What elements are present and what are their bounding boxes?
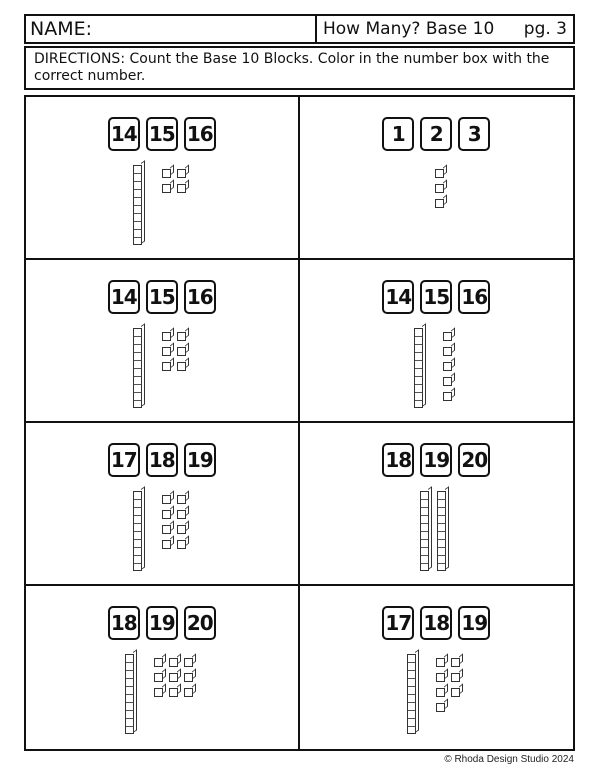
ten-rod (133, 165, 142, 245)
one-cube (177, 169, 186, 178)
one-cube (443, 362, 452, 371)
problem-3 (26, 260, 300, 423)
ten-rod (407, 654, 416, 734)
name-field[interactable] (26, 16, 317, 42)
number-box[interactable]: 15 (420, 280, 452, 314)
one-cube (162, 540, 171, 549)
one-cube (162, 169, 171, 178)
choices-4 (300, 280, 574, 314)
one-cube (154, 658, 163, 667)
one-cube (177, 347, 186, 356)
number-box[interactable]: 15 (146, 280, 178, 314)
one-cube (435, 184, 444, 193)
one-cube (436, 658, 445, 667)
choices-6 (300, 443, 574, 477)
one-cube (162, 332, 171, 341)
number-box[interactable]: 18 (420, 606, 452, 640)
one-cube (162, 347, 171, 356)
one-cube (177, 525, 186, 534)
number-box[interactable]: 17 (108, 443, 140, 477)
one-cube (184, 688, 193, 697)
problem-grid (24, 95, 575, 751)
one-cube (177, 332, 186, 341)
number-box[interactable]: 17 (382, 606, 414, 640)
page-number: pg. 3 (523, 19, 567, 39)
number-box[interactable]: 14 (108, 117, 140, 151)
one-cube (154, 688, 163, 697)
one-cube (443, 377, 452, 386)
one-cube (451, 673, 460, 682)
ten-rod (437, 491, 446, 571)
one-cube (184, 673, 193, 682)
one-cube (435, 199, 444, 208)
ten-rod (420, 491, 429, 571)
number-box[interactable]: 2 (420, 117, 452, 151)
one-cube (443, 347, 452, 356)
directions-box (24, 46, 575, 90)
title-cell (317, 16, 573, 42)
number-box[interactable]: 15 (146, 117, 178, 151)
ten-rod (414, 328, 423, 408)
one-cube (436, 703, 445, 712)
copyright-footer: © Rhoda Design Studio 2024 (444, 754, 574, 765)
one-cube (184, 658, 193, 667)
number-box[interactable]: 19 (146, 606, 178, 640)
number-box[interactable]: 19 (458, 606, 490, 640)
number-box[interactable]: 19 (420, 443, 452, 477)
one-cube (169, 673, 178, 682)
number-box[interactable]: 20 (184, 606, 216, 640)
one-cube (177, 184, 186, 193)
one-cube (443, 332, 452, 341)
choices-1 (26, 117, 298, 151)
problem-7 (26, 586, 300, 749)
worksheet-header (24, 14, 575, 44)
number-box[interactable]: 14 (382, 280, 414, 314)
number-box[interactable]: 18 (146, 443, 178, 477)
number-box[interactable]: 14 (108, 280, 140, 314)
choices-3 (26, 280, 298, 314)
ten-rod (125, 654, 134, 734)
problem-4 (300, 260, 574, 423)
problem-5 (26, 423, 300, 586)
ten-rod (133, 328, 142, 408)
directions-text: DIRECTIONS: Count the Base 10 Blocks. Color in the number box with the correct number. (34, 51, 550, 84)
name-label: NAME: (30, 18, 93, 40)
one-cube (177, 495, 186, 504)
one-cube (443, 392, 452, 401)
one-cube (169, 688, 178, 697)
number-box[interactable]: 16 (184, 280, 216, 314)
problem-2 (300, 97, 574, 260)
problem-8 (300, 586, 574, 749)
problem-6 (300, 423, 574, 586)
choices-2 (300, 117, 574, 151)
choices-8 (300, 606, 574, 640)
number-box[interactable]: 18 (382, 443, 414, 477)
one-cube (162, 362, 171, 371)
one-cube (169, 658, 178, 667)
one-cube (177, 510, 186, 519)
number-box[interactable]: 16 (458, 280, 490, 314)
one-cube (436, 688, 445, 697)
problem-1 (26, 97, 300, 260)
worksheet-title: How Many? Base 10 (323, 19, 495, 39)
one-cube (451, 658, 460, 667)
one-cube (162, 525, 171, 534)
number-box[interactable]: 16 (184, 117, 216, 151)
one-cube (177, 540, 186, 549)
one-cube (436, 673, 445, 682)
one-cube (451, 688, 460, 697)
number-box[interactable]: 1 (382, 117, 414, 151)
ten-rod (133, 491, 142, 571)
choices-7 (26, 606, 298, 640)
one-cube (162, 510, 171, 519)
one-cube (177, 362, 186, 371)
one-cube (162, 184, 171, 193)
number-box[interactable]: 18 (108, 606, 140, 640)
one-cube (435, 169, 444, 178)
number-box[interactable]: 19 (184, 443, 216, 477)
one-cube (162, 495, 171, 504)
choices-5 (26, 443, 298, 477)
one-cube (154, 673, 163, 682)
number-box[interactable]: 3 (458, 117, 490, 151)
number-box[interactable]: 20 (458, 443, 490, 477)
